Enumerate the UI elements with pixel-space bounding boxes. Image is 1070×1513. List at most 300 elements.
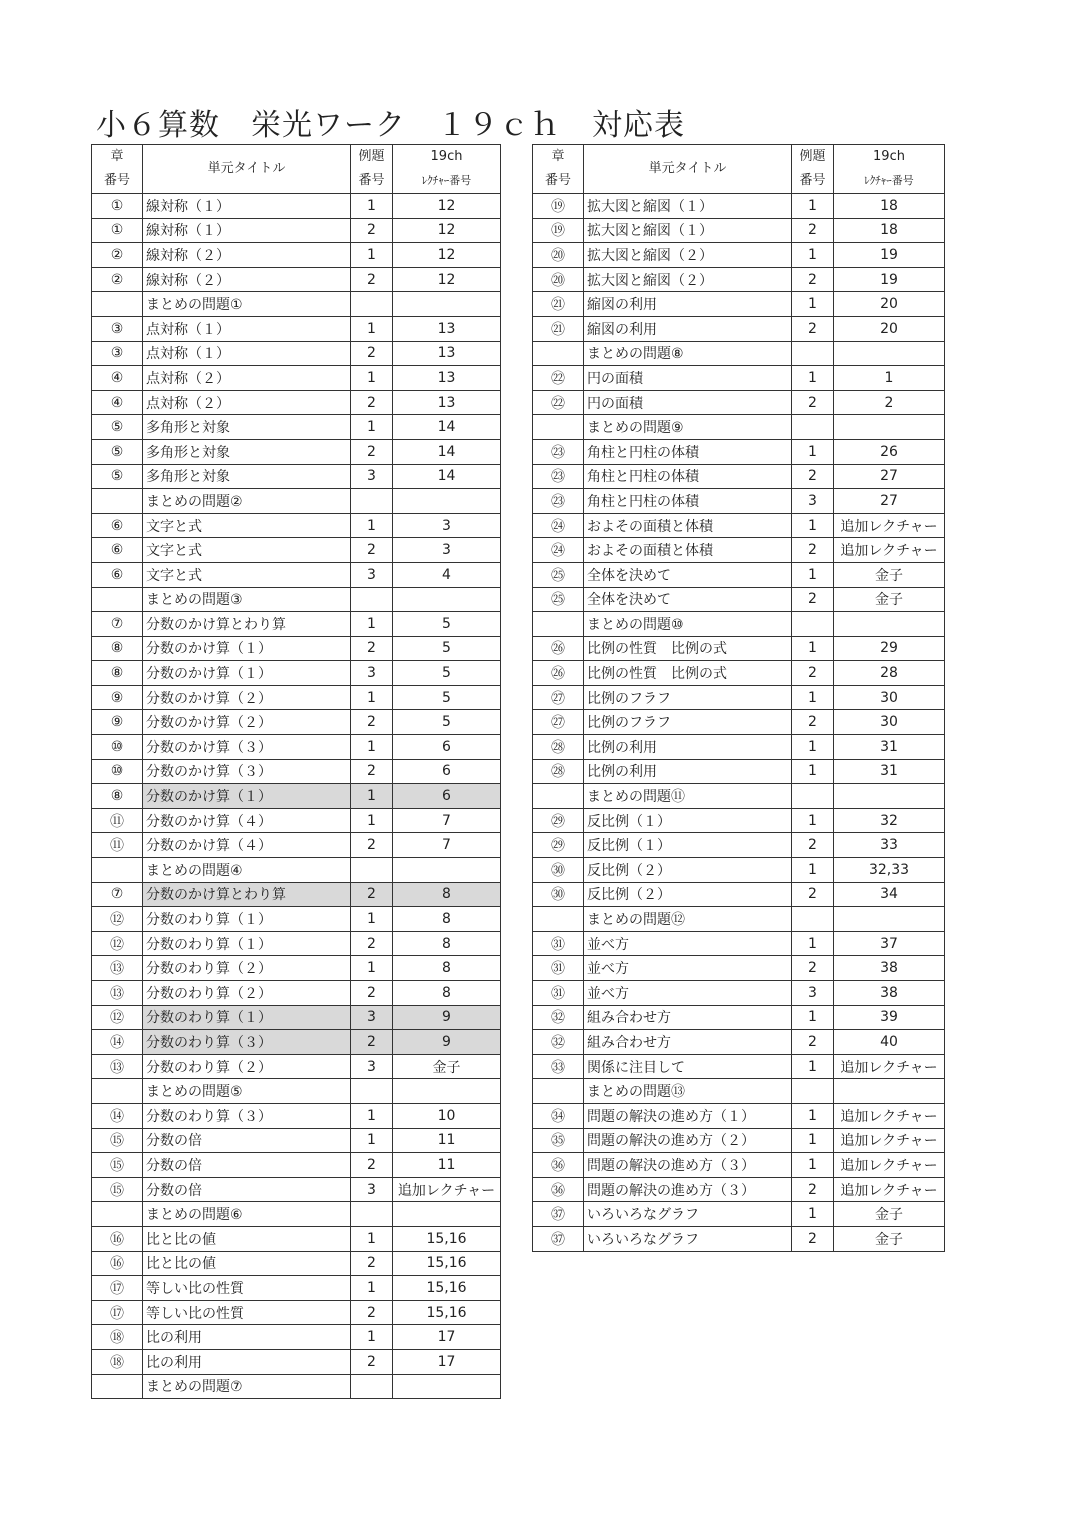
chapter-number-cell: ③ (92, 341, 143, 366)
unit-title-cell: 分数のわり算（３） (143, 1030, 351, 1055)
example-number-cell: 2 (792, 956, 834, 981)
chapter-number-cell: ㉓ (533, 489, 584, 514)
lecture-number-cell: 追加レクチャー (834, 538, 945, 563)
example-number-cell: 2 (351, 882, 393, 907)
chapter-number-cell: ① (92, 218, 143, 243)
lecture-number-cell (834, 1079, 945, 1104)
table-row (92, 858, 501, 883)
unit-title-cell: まとめの問題② (143, 489, 351, 514)
example-number-cell: 1 (351, 612, 393, 637)
unit-title-cell: 文字と式 (143, 513, 351, 538)
chapter-number-cell (92, 292, 143, 317)
lecture-number-cell: 13 (393, 341, 501, 366)
chapter-number-cell: ㉖ (533, 636, 584, 661)
unit-title-cell: 線対称（１） (143, 194, 351, 219)
unit-title-cell: 縮図の利用 (584, 316, 792, 341)
example-number-cell: 2 (792, 710, 834, 735)
lecture-number-cell: 26 (834, 439, 945, 464)
lecture-number-cell: 5 (393, 710, 501, 735)
chapter-number-cell: ⑦ (92, 612, 143, 637)
example-number-cell: 3 (351, 661, 393, 686)
lecture-number-cell: 12 (393, 218, 501, 243)
table-row (92, 1030, 501, 1055)
lecture-number-cell (393, 489, 501, 514)
chapter-number-cell: ㊲ (533, 1202, 584, 1227)
lecture-number-cell (393, 1374, 501, 1399)
example-number-cell (792, 612, 834, 637)
unit-title-cell: 問題の解決の進め方（３） (584, 1153, 792, 1178)
lecture-number-cell: 追加レクチャー (834, 513, 945, 538)
unit-title-cell: 組み合わせ方 (584, 1005, 792, 1030)
lecture-number-cell: 13 (393, 390, 501, 415)
lecture-number-cell: 20 (834, 316, 945, 341)
unit-title-cell: 円の面積 (584, 366, 792, 391)
lecture-number-cell: 9 (393, 1005, 501, 1030)
lecture-number-cell: 7 (393, 808, 501, 833)
table-row (533, 513, 945, 538)
lecture-number-cell: 13 (393, 366, 501, 391)
lecture-number-cell: 9 (393, 1030, 501, 1055)
table-row (92, 1276, 501, 1301)
example-number-cell (351, 1202, 393, 1227)
lecture-number-cell: 1 (834, 366, 945, 391)
chapter-number-cell: ⑯ (92, 1251, 143, 1276)
table-row (92, 366, 501, 391)
unit-title-cell: 分数のわり算（２） (143, 981, 351, 1006)
unit-title-cell: 分数の倍 (143, 1153, 351, 1178)
unit-title-cell: 反比例（１） (584, 833, 792, 858)
chapter-number-cell: ㉟ (533, 1128, 584, 1153)
lecture-number-cell: 12 (393, 267, 501, 292)
chapter-number-cell: ⑱ (92, 1325, 143, 1350)
chapter-number-cell: ㉛ (533, 956, 584, 981)
lecture-number-cell: 18 (834, 218, 945, 243)
table-row (92, 1177, 501, 1202)
lecture-number-cell: 追加レクチャー (834, 1103, 945, 1128)
unit-title-cell: 比例のフラフ (584, 685, 792, 710)
lecture-number-cell: 5 (393, 612, 501, 637)
chapter-number-cell (92, 1202, 143, 1227)
example-number-cell: 2 (792, 267, 834, 292)
example-number-cell: 1 (792, 1005, 834, 1030)
lecture-number-cell: 15,16 (393, 1251, 501, 1276)
unit-title-cell: まとめの問題⑨ (584, 415, 792, 440)
header-row (92, 145, 501, 194)
unit-title-cell: 線対称（１） (143, 218, 351, 243)
table-row (533, 587, 945, 612)
example-number-cell: 1 (792, 685, 834, 710)
lecture-number-cell: 3 (393, 513, 501, 538)
example-number-cell: 2 (792, 833, 834, 858)
example-number-cell: 1 (351, 1226, 393, 1251)
unit-title-cell: 比例のフラフ (584, 710, 792, 735)
lecture-number-cell: 追加レクチャー (834, 1128, 945, 1153)
table-row (92, 1079, 501, 1104)
table-row (533, 218, 945, 243)
lecture-number-cell: 5 (393, 685, 501, 710)
table-row (533, 931, 945, 956)
unit-title-cell: 点対称（２） (143, 390, 351, 415)
unit-title-cell: 等しい比の性質 (143, 1300, 351, 1325)
chapter-number-cell: ㉑ (533, 316, 584, 341)
unit-title-cell: 円の面積 (584, 390, 792, 415)
chapter-number-cell: ① (92, 194, 143, 219)
table-row (92, 931, 501, 956)
lecture-number-cell: 18 (834, 194, 945, 219)
unit-title-cell: 拡大図と縮図（２） (584, 267, 792, 292)
table-row (92, 1300, 501, 1325)
table-row (533, 636, 945, 661)
lecture-number-cell: 追加レクチャー (393, 1177, 501, 1202)
table-row (92, 882, 501, 907)
example-number-cell: 1 (351, 808, 393, 833)
example-number-cell: 1 (792, 366, 834, 391)
table-row (92, 1325, 501, 1350)
lecture-number-cell (834, 341, 945, 366)
unit-title-cell: 比例の性質 比例の式 (584, 636, 792, 661)
example-number-cell: 2 (351, 1300, 393, 1325)
unit-title-cell: 分数のわり算（１） (143, 931, 351, 956)
example-number-cell: 1 (792, 931, 834, 956)
table-row (533, 956, 945, 981)
table-row (92, 1103, 501, 1128)
lecture-number-cell: 追加レクチャー (834, 1054, 945, 1079)
example-number-cell: 1 (792, 194, 834, 219)
example-number-cell: 2 (792, 587, 834, 612)
chapter-number-cell: ㊲ (533, 1226, 584, 1251)
chapter-number-cell: ⑫ (92, 907, 143, 932)
chapter-number-cell: ㉖ (533, 661, 584, 686)
table-row (92, 562, 501, 587)
example-number-cell: 2 (351, 538, 393, 563)
table-row (92, 833, 501, 858)
chapter-number-cell: ⑧ (92, 784, 143, 809)
unit-title-cell: まとめの問題④ (143, 858, 351, 883)
example-number-cell: 1 (792, 636, 834, 661)
table-row (92, 1349, 501, 1374)
chapter-number-cell: ㉝ (533, 1054, 584, 1079)
table-row (533, 366, 945, 391)
example-number-cell: 1 (351, 735, 393, 760)
unit-title-cell: 組み合わせ方 (584, 1030, 792, 1055)
lecture-number-cell: 5 (393, 661, 501, 686)
unit-title-cell: 拡大図と縮図（１） (584, 218, 792, 243)
chapter-number-cell: ⑥ (92, 538, 143, 563)
table-row (92, 956, 501, 981)
lecture-number-cell: 15,16 (393, 1276, 501, 1301)
chapter-number-cell: ⑤ (92, 464, 143, 489)
lecture-number-cell: 19 (834, 243, 945, 268)
chapter-number-cell: ㉒ (533, 366, 584, 391)
unit-title-cell: まとめの問題⑥ (143, 1202, 351, 1227)
unit-title-cell: 全体を決めて (584, 562, 792, 587)
example-number-cell: 2 (792, 882, 834, 907)
lecture-number-cell: 30 (834, 710, 945, 735)
table-row (533, 341, 945, 366)
chapter-number-cell (92, 1079, 143, 1104)
lecture-number-cell: 20 (834, 292, 945, 317)
unit-title-cell: いろいろなグラフ (584, 1226, 792, 1251)
unit-title-cell: 比の利用 (143, 1325, 351, 1350)
lecture-number-cell: 追加レクチャー (834, 1177, 945, 1202)
example-number-cell: 1 (792, 858, 834, 883)
example-number-cell: 1 (351, 956, 393, 981)
table-row (533, 784, 945, 809)
chapter-number-cell: ㉘ (533, 759, 584, 784)
table-row (533, 390, 945, 415)
chapter-number-cell: ⑰ (92, 1300, 143, 1325)
unit-title-cell: 比例の性質 比例の式 (584, 661, 792, 686)
example-number-cell: 2 (351, 341, 393, 366)
unit-title-cell: 分数の倍 (143, 1177, 351, 1202)
table-row (533, 1202, 945, 1227)
example-number-cell (351, 1374, 393, 1399)
chapter-number-cell (92, 1374, 143, 1399)
chapter-number-cell: ⑩ (92, 735, 143, 760)
table-row (92, 1251, 501, 1276)
unit-title-cell: 角柱と円柱の体積 (584, 439, 792, 464)
example-number-cell: 2 (792, 390, 834, 415)
chapter-number-cell: ㉕ (533, 562, 584, 587)
example-number-cell: 3 (351, 1054, 393, 1079)
unit-title-cell: まとめの問題⑪ (584, 784, 792, 809)
unit-title-cell: 等しい比の性質 (143, 1276, 351, 1301)
table-row (533, 1153, 945, 1178)
chapter-number-cell: ② (92, 243, 143, 268)
unit-title-cell: 分数のかけ算（４） (143, 808, 351, 833)
chapter-number-cell (533, 341, 584, 366)
chapter-number-cell: ⑤ (92, 439, 143, 464)
table-row (92, 1153, 501, 1178)
unit-title-cell: 分数のかけ算（１） (143, 784, 351, 809)
lecture-number-cell (834, 907, 945, 932)
chapter-number-cell: ⑫ (92, 931, 143, 956)
lecture-number-cell: 11 (393, 1128, 501, 1153)
table-row (533, 194, 945, 219)
example-number-cell: 1 (351, 784, 393, 809)
table-row (533, 562, 945, 587)
unit-title-cell: 点対称（１） (143, 341, 351, 366)
chapter-number-cell: ㉓ (533, 439, 584, 464)
example-number-cell: 1 (351, 316, 393, 341)
example-number-cell: 2 (792, 661, 834, 686)
unit-title-cell: 並べ方 (584, 931, 792, 956)
example-number-cell: 2 (351, 710, 393, 735)
chapter-number-cell: ⑱ (92, 1349, 143, 1374)
chapter-number-cell: ㉜ (533, 1030, 584, 1055)
table-row (92, 612, 501, 637)
lecture-number-cell: 31 (834, 735, 945, 760)
lecture-number-cell: 7 (393, 833, 501, 858)
table-row (92, 685, 501, 710)
example-number-cell (351, 587, 393, 612)
chapter-number-cell: ㉛ (533, 931, 584, 956)
lecture-number-cell: 33 (834, 833, 945, 858)
example-number-cell: 3 (792, 981, 834, 1006)
unit-title-cell: 分数のかけ算（２） (143, 710, 351, 735)
unit-title-cell: 線対称（２） (143, 243, 351, 268)
lecture-number-cell: 13 (393, 316, 501, 341)
unit-title-cell: 分数のかけ算（３） (143, 735, 351, 760)
lecture-number-cell: 37 (834, 931, 945, 956)
unit-title-cell: 反比例（２） (584, 882, 792, 907)
lecture-number-cell: 14 (393, 439, 501, 464)
lecture-number-cell: 17 (393, 1325, 501, 1350)
chapter-number-cell: ㉙ (533, 833, 584, 858)
table-row (533, 907, 945, 932)
table-row (92, 439, 501, 464)
lecture-number-cell: 34 (834, 882, 945, 907)
chapter-number-cell: ⑬ (92, 956, 143, 981)
example-number-cell: 1 (351, 1103, 393, 1128)
table-row (533, 685, 945, 710)
table-row (533, 243, 945, 268)
chapter-number-cell (533, 1079, 584, 1104)
chapter-number-cell: ③ (92, 316, 143, 341)
example-number-cell: 3 (351, 1177, 393, 1202)
lecture-number-cell: 14 (393, 464, 501, 489)
chapter-number-cell: ㊱ (533, 1153, 584, 1178)
example-number-cell: 1 (351, 366, 393, 391)
lecture-number-cell: 8 (393, 981, 501, 1006)
lecture-number-cell: 3 (393, 538, 501, 563)
lecture-number-cell: 6 (393, 784, 501, 809)
example-number-cell (792, 907, 834, 932)
table-row (92, 981, 501, 1006)
table-row (92, 784, 501, 809)
lecture-number-cell: 38 (834, 956, 945, 981)
chapter-number-cell: ⑨ (92, 710, 143, 735)
chapter-number-cell: ㉗ (533, 685, 584, 710)
table-row (533, 439, 945, 464)
table-row (92, 316, 501, 341)
lecture-number-cell: 12 (393, 194, 501, 219)
example-number-cell: 2 (792, 1177, 834, 1202)
chapter-number-cell (92, 587, 143, 612)
lecture-number-cell: 10 (393, 1103, 501, 1128)
chapter-number-cell: ⑬ (92, 1054, 143, 1079)
lecture-header: 19ch ﾚｸﾁｬｰ番号 (834, 145, 945, 194)
table-row (533, 415, 945, 440)
table-row (92, 218, 501, 243)
example-number-cell: 1 (351, 513, 393, 538)
chapter-number-cell: ⑳ (533, 267, 584, 292)
example-number-cell: 1 (351, 1128, 393, 1153)
unit-title-cell: 分数のかけ算（４） (143, 833, 351, 858)
unit-title-cell: 並べ方 (584, 981, 792, 1006)
unit-title-cell: 比例の利用 (584, 735, 792, 760)
lecture-number-cell: 12 (393, 243, 501, 268)
unit-title-cell: 比の利用 (143, 1349, 351, 1374)
example-number-cell: 2 (351, 1251, 393, 1276)
unit-title-cell: 分数のわり算（１） (143, 1005, 351, 1030)
example-number-cell: 1 (792, 562, 834, 587)
lecture-number-cell (393, 587, 501, 612)
example-number-cell: 2 (351, 390, 393, 415)
table-row (533, 1177, 945, 1202)
unit-title-cell: いろいろなグラフ (584, 1202, 792, 1227)
header-row (533, 145, 945, 194)
lecture-number-cell (834, 415, 945, 440)
table-row (533, 1103, 945, 1128)
unit-title-cell: 多角形と対象 (143, 464, 351, 489)
table-row (533, 1005, 945, 1030)
unit-title-cell: まとめの問題⑤ (143, 1079, 351, 1104)
unit-title-cell: まとめの問題⑧ (584, 341, 792, 366)
lecture-number-cell (393, 1202, 501, 1227)
chapter-number-cell: ⑩ (92, 759, 143, 784)
table-row (92, 538, 501, 563)
lecture-number-cell: 29 (834, 636, 945, 661)
unit-title-cell: 縮図の利用 (584, 292, 792, 317)
example-number-cell: 1 (792, 1153, 834, 1178)
unit-title-cell: 文字と式 (143, 538, 351, 563)
unit-title-cell: まとめの問題⑩ (584, 612, 792, 637)
chapter-number-cell: ㉘ (533, 735, 584, 760)
example-number-cell: 2 (351, 636, 393, 661)
unit-title-cell: 文字と式 (143, 562, 351, 587)
chapter-number-cell: ⑲ (533, 218, 584, 243)
chapter-number-cell: ⑯ (92, 1226, 143, 1251)
lecture-number-cell: 40 (834, 1030, 945, 1055)
table-row (533, 1226, 945, 1251)
example-number-cell: 1 (792, 759, 834, 784)
chapter-number-cell: ⑮ (92, 1177, 143, 1202)
example-number-cell: 1 (792, 243, 834, 268)
example-number-cell (351, 1079, 393, 1104)
example-number-cell: 2 (351, 1349, 393, 1374)
table-row (533, 710, 945, 735)
example-number-cell: 3 (351, 562, 393, 587)
unit-title-cell: 分数のかけ算（２） (143, 685, 351, 710)
lecture-number-cell: 6 (393, 759, 501, 784)
chapter-number-cell: ㉞ (533, 1103, 584, 1128)
lecture-number-cell: 金子 (834, 1226, 945, 1251)
example-number-cell: 1 (792, 1128, 834, 1153)
chapter-number-cell: ⑳ (533, 243, 584, 268)
example-number-cell: 1 (351, 194, 393, 219)
chapter-number-cell: ⑤ (92, 415, 143, 440)
example-number-cell: 2 (792, 316, 834, 341)
table-body-right (533, 194, 945, 1252)
table-row (533, 489, 945, 514)
chapter-number-cell: ⑲ (533, 194, 584, 219)
example-number-cell: 2 (351, 759, 393, 784)
example-number-cell: 3 (792, 489, 834, 514)
chapter-number-cell: ⑪ (92, 808, 143, 833)
lecture-number-cell (393, 1079, 501, 1104)
example-number-cell: 1 (792, 808, 834, 833)
table-row (92, 1226, 501, 1251)
example-number-cell: 2 (792, 218, 834, 243)
lecture-number-cell (834, 784, 945, 809)
chapter-number-cell: ⑨ (92, 685, 143, 710)
unit-title-cell: 拡大図と縮図（２） (584, 243, 792, 268)
chapter-number-cell: ④ (92, 366, 143, 391)
unit-title-cell: 分数のわり算（２） (143, 1054, 351, 1079)
table-row (533, 1079, 945, 1104)
unit-title-cell: 点対称（２） (143, 366, 351, 391)
chapter-number-cell (92, 858, 143, 883)
unit-title-cell: 分数のわり算（２） (143, 956, 351, 981)
example-number-cell: 2 (792, 464, 834, 489)
chapter-number-cell: ⑭ (92, 1030, 143, 1055)
unit-title-cell: 角柱と円柱の体積 (584, 489, 792, 514)
example-number-cell (792, 784, 834, 809)
correspondence-table-left (91, 144, 501, 1399)
table-row (533, 661, 945, 686)
table-row (533, 808, 945, 833)
